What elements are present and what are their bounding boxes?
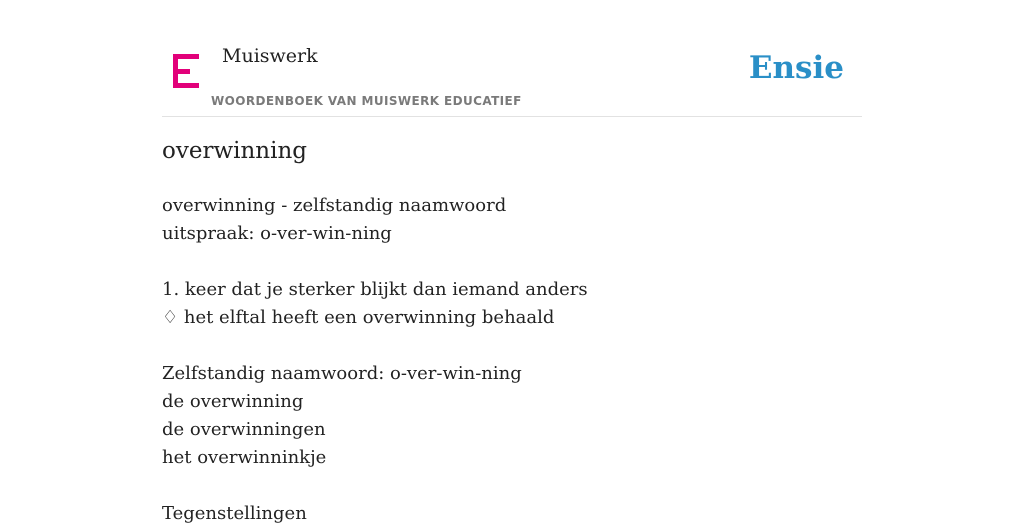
site-header	[162, 0, 862, 117]
definition-line: de overwinning	[162, 391, 304, 412]
definition-line	[162, 332, 862, 360]
definition-line: uitspraak: o-ver-win-ning	[162, 223, 392, 244]
muiswerk-logo-icon[interactable]	[173, 54, 200, 88]
ensie-logo-link[interactable]: Ensie	[748, 50, 844, 86]
definition-line: het overwinninkje	[162, 447, 327, 468]
definition-body	[162, 192, 862, 528]
definition-line: de overwinningen	[162, 419, 326, 440]
definition-line: 1. keer dat je sterker blijkt dan iemand anders	[162, 279, 588, 300]
brand-name[interactable]: Muiswerk	[222, 45, 318, 67]
page-title: overwinning	[162, 138, 308, 164]
definition-line: overwinning - zelfstandig naamwoord	[162, 195, 507, 216]
definition-line: ♢ het elftal heeft een overwinning behaald	[162, 307, 555, 328]
definition-line	[162, 248, 862, 276]
content-container	[162, 0, 862, 524]
definition-line	[162, 472, 862, 500]
brand-subtitle: WOORDENBOEK VAN MUISWERK EDUCATIEF	[211, 94, 522, 108]
definition-line: Zelfstandig naamwoord: o-ver-win-ning	[162, 363, 522, 384]
definition-line: Tegenstellingen	[162, 503, 307, 524]
